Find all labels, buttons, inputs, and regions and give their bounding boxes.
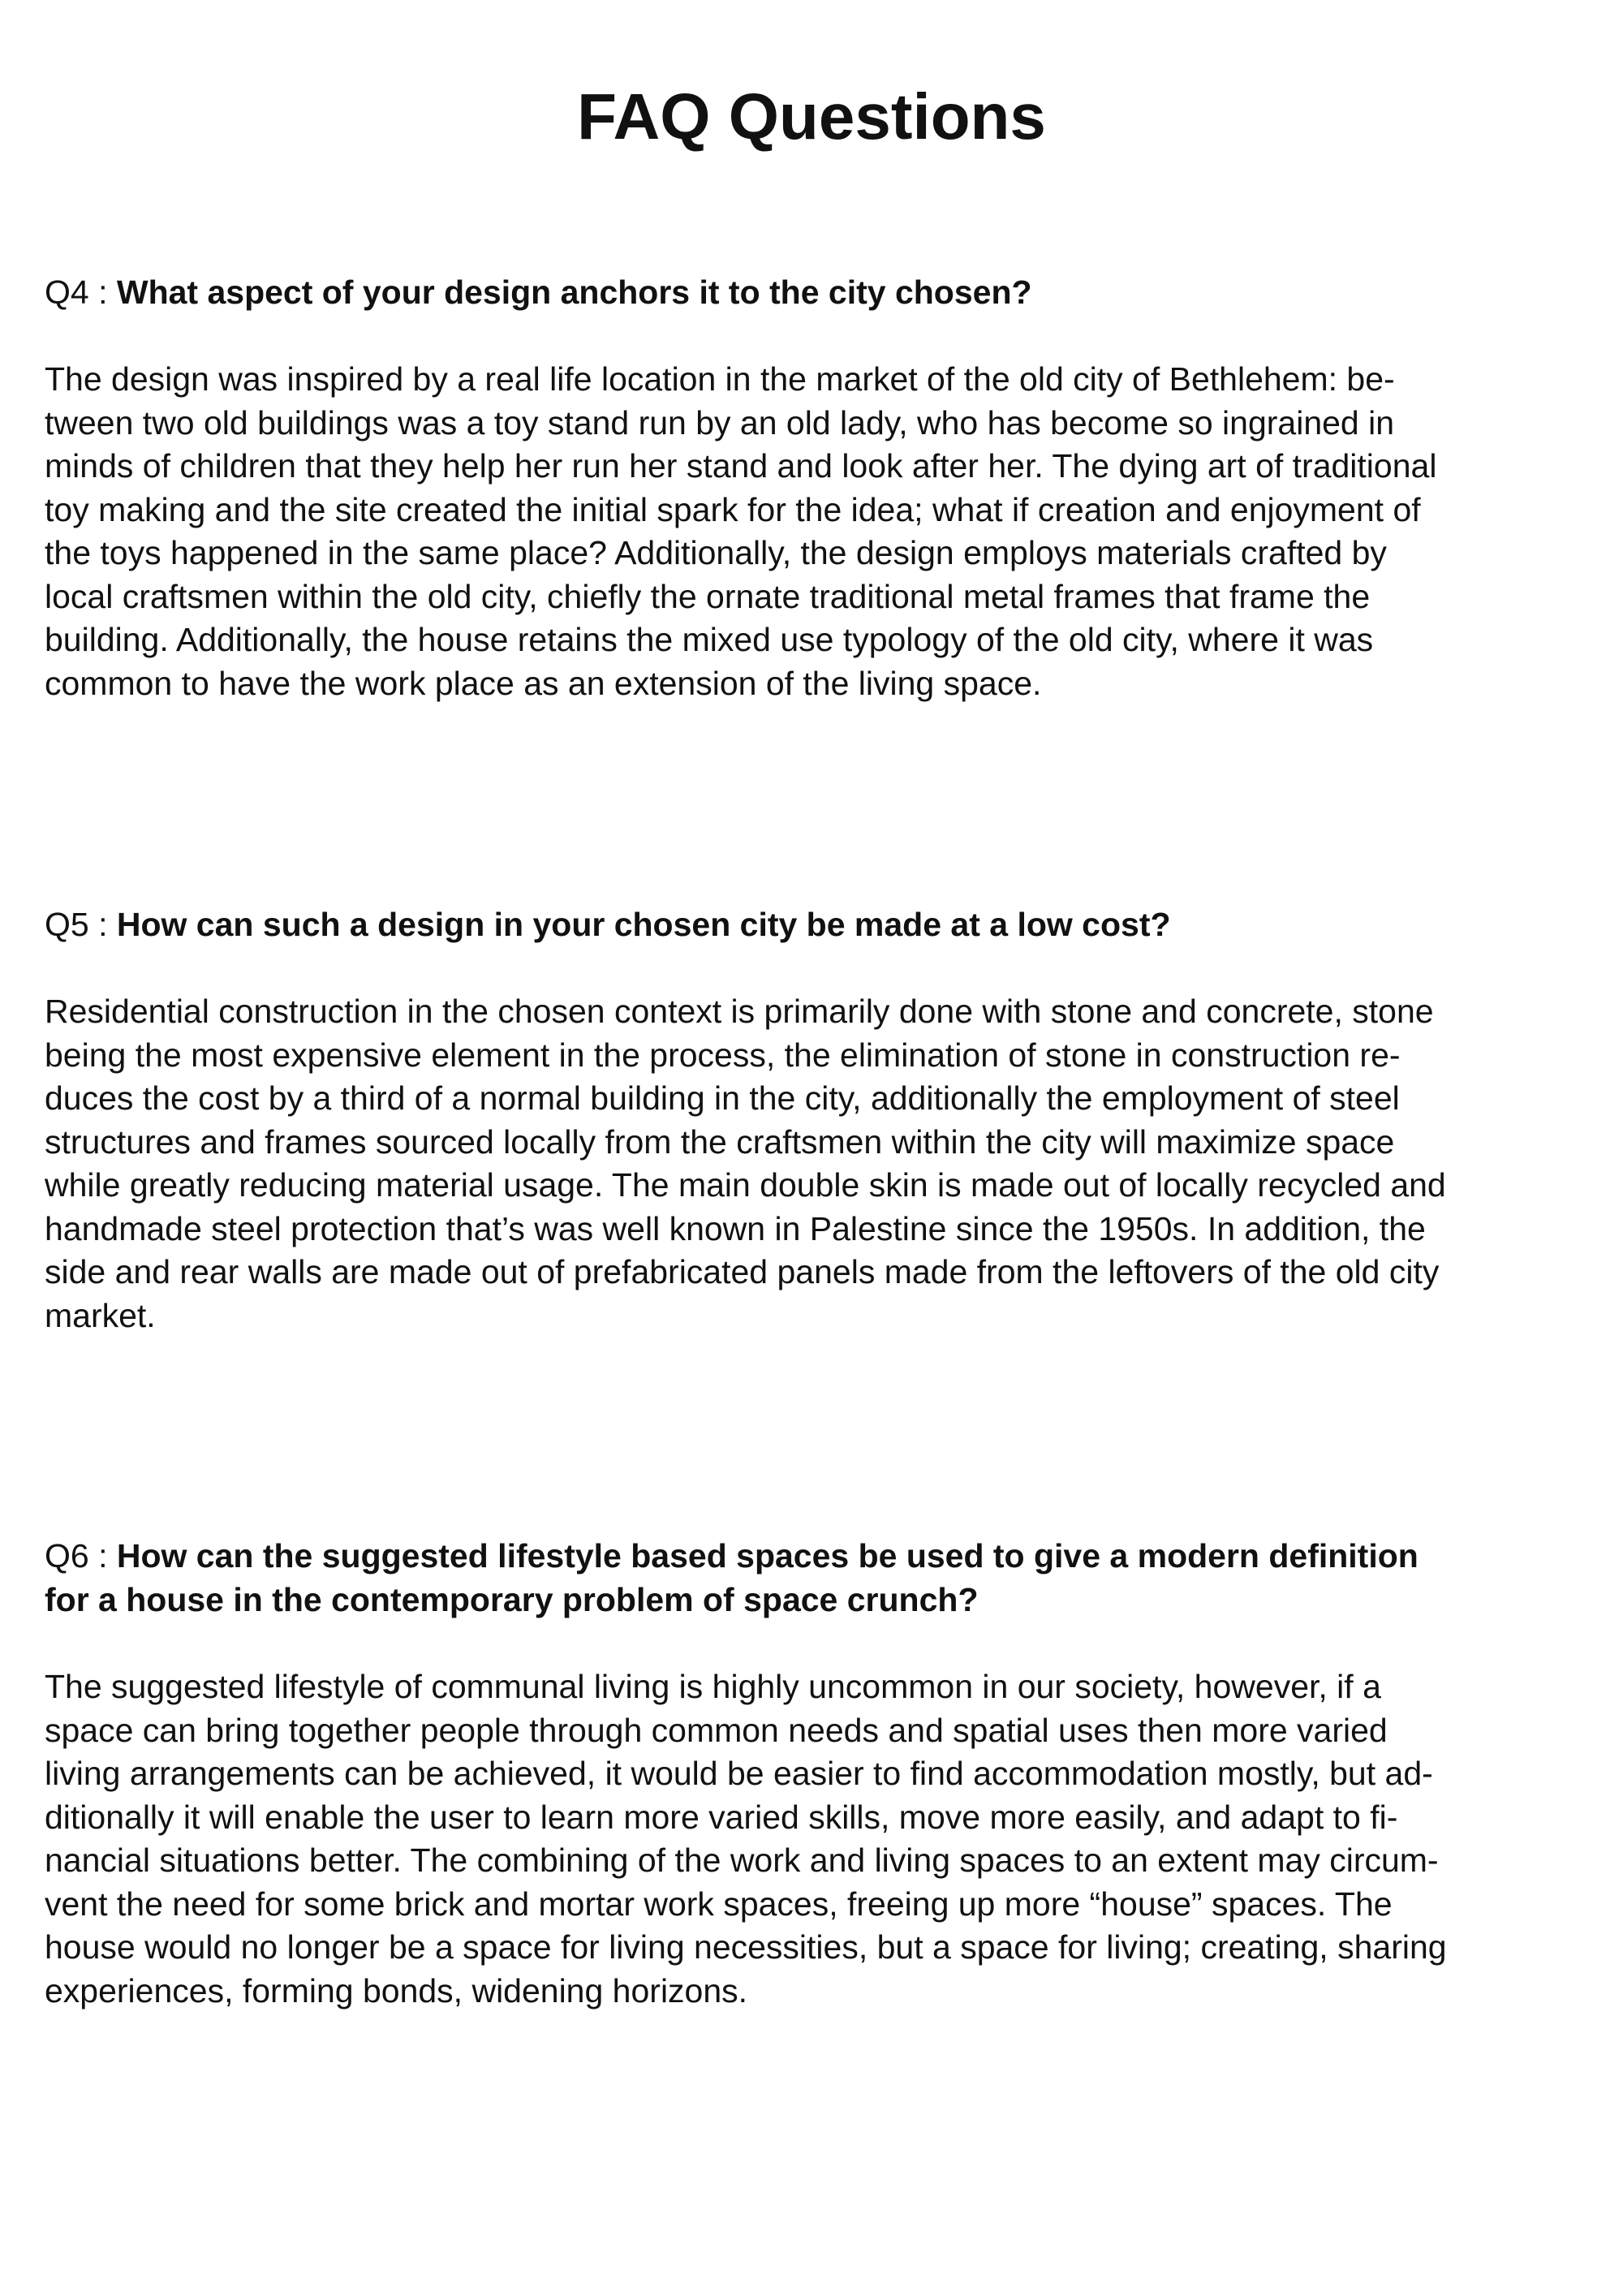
question-number: Q4 : (45, 274, 117, 311)
question-number: Q6 : (45, 1537, 117, 1574)
faq-question (45, 1534, 1586, 1622)
faq-answer: The suggested lifestyle of communal living is highly uncommon in our society, however, if a space can bring together people through common needs and spatial uses then more varied living arrangements can be achieved, it would be easier to find accommodation mostly, but ad- ditionally it will enable the user to learn more varied skills, move more easily, and adapt to fi- nancial situations better. The combining of the work and living spaces to an extent may circum- vent the need for some brick and mortar work spaces, freeing up more “house” spaces. The house would no longer be a space for living necessities, but a space for living; creating, sharing experiences, forming bonds, widening horizons. (45, 1668, 1447, 2010)
question-text: How can such a design in your chosen city be made at a low cost? (116, 906, 1171, 943)
faq-answer: Residential construction in the chosen context is primarily done with stone and concrete, stone being the most expensive element in the process, the elimination of stone in construction re- duces the cost by a third of a normal building in the city, additionally the employment of steel structures and frames sourced locally from the craftsmen within the city will maximize space while greatly reducing material usage. The main double skin is made out of locally recycled and handmade steel protection that’s was well known in Palestine since the 1950s. In addition, the side and rear walls are made out of prefabricated panels made from the leftovers of the old city market. (45, 993, 1446, 1334)
faq-answer: The design was inspired by a real life location in the market of the old city of Bethlehem: be- tween two old buildings was a toy stand run by an old lady, who has become so ingrained in minds of children that they help her run her stand and look after her. The dying art of traditional toy making and the site created the initial spark for the idea; what if creation and enjoyment of the toys happened in the same place? Additionally, the design employs materials crafted by local craftsmen within the old city, chiefly the ornate traditional metal frames that frame the building. Additionally, the house retains the mixed use typology of the old city, where it was common to have the work place as an extension of the living space. (45, 360, 1437, 702)
page-title: FAQ Questions (577, 80, 1046, 153)
faq-question (45, 902, 1586, 946)
question-number: Q5 : (45, 906, 117, 943)
question-text: How can the suggested lifestyle based spaces be used to give a modern definition for a house in the contemporary problem of space crunch? (45, 1537, 1419, 1618)
question-text: What aspect of your design anchors it to the city chosen? (116, 274, 1032, 311)
faq-question (45, 270, 1586, 314)
faq-item-q4 (45, 270, 1586, 705)
faq-item-q6 (45, 1534, 1586, 2013)
faq-item-q5 (45, 902, 1586, 1338)
